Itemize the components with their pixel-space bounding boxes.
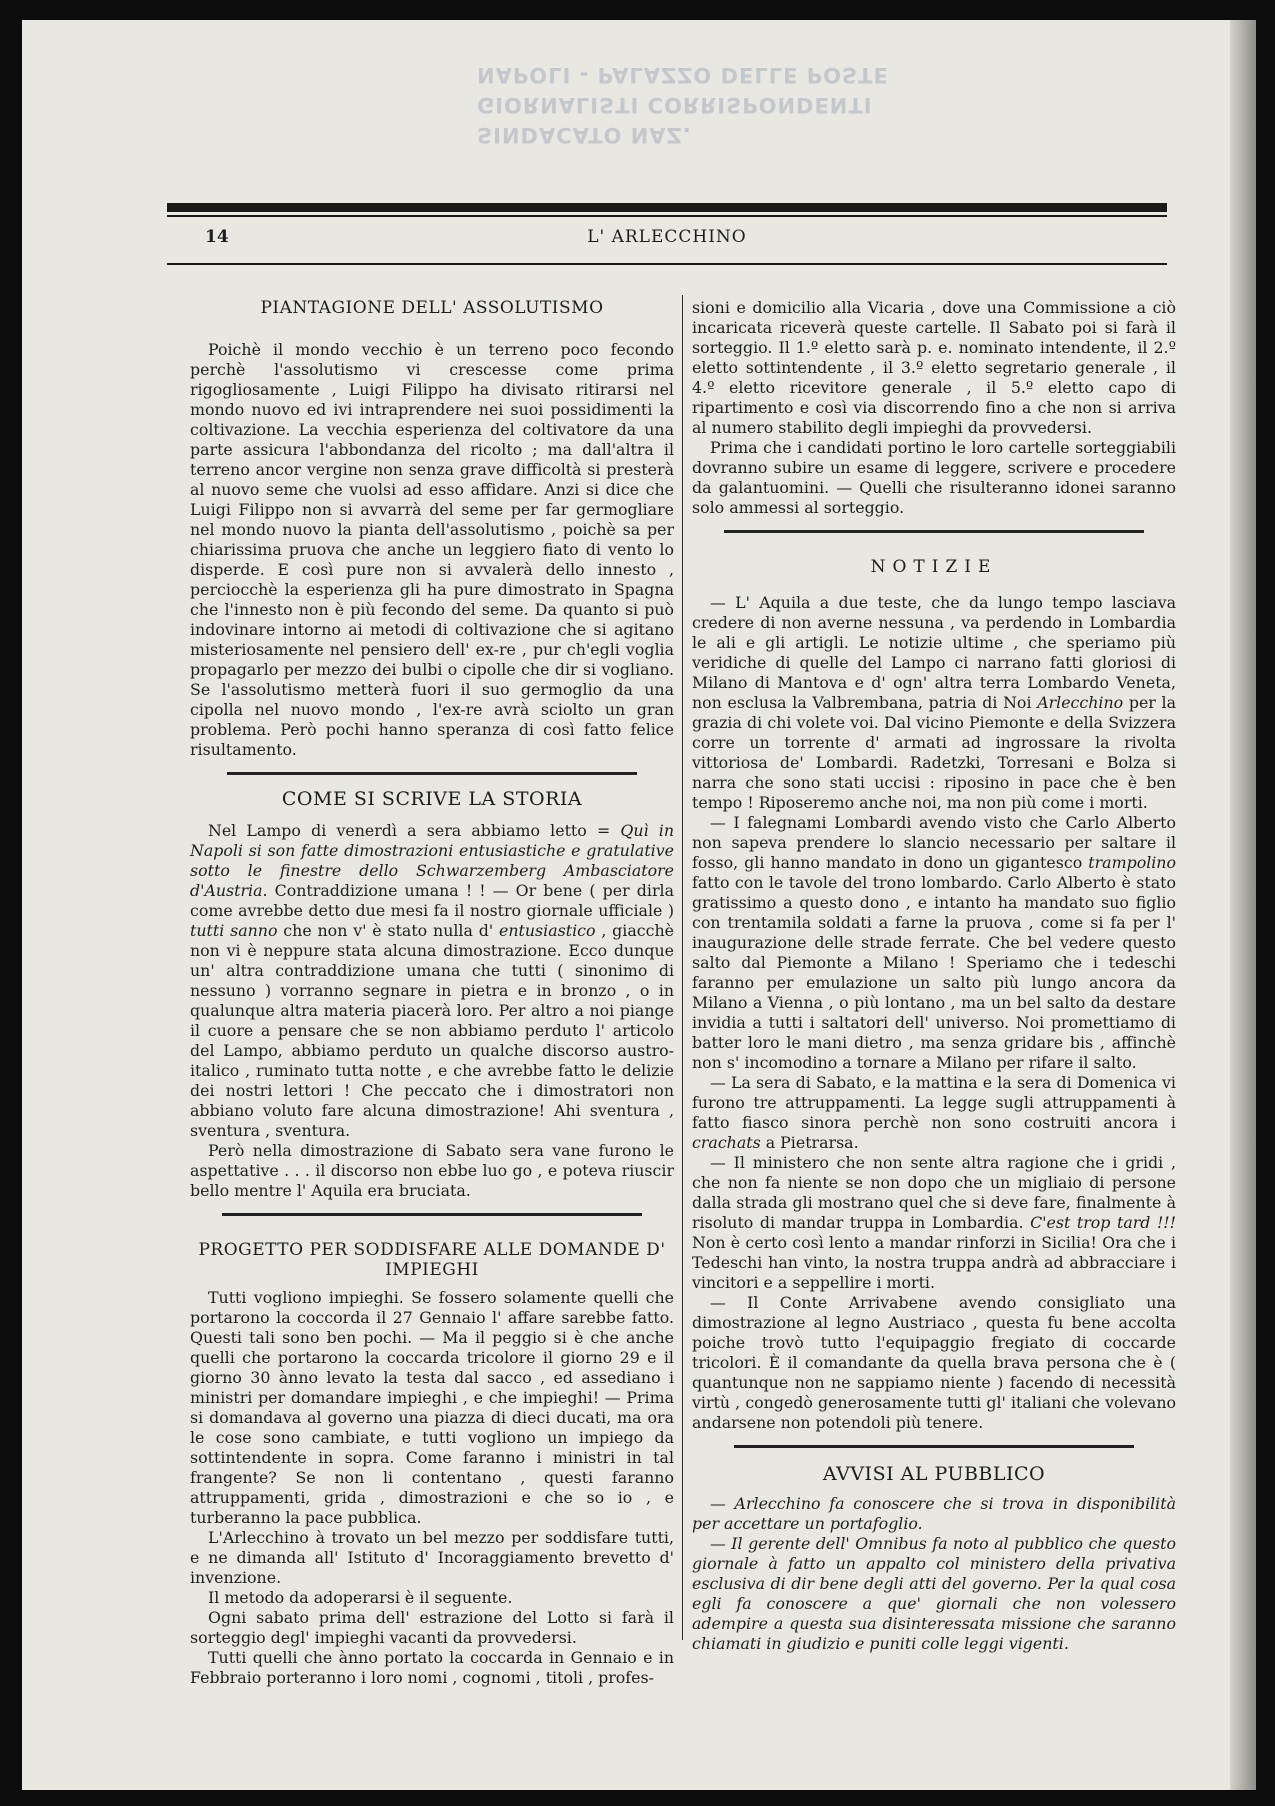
article-paragraph: L'Arlecchino à trovato un bel mezzo per soddisfare tutti, e ne dimanda all' Istituto d' Incoraggiamento brevetto d' invenzione. xyxy=(190,1528,674,1587)
article-title: PIANTAGIONE DELL' ASSOLUTISMO xyxy=(260,298,604,318)
stamp-line: SINDACATO NAZ. xyxy=(477,123,692,147)
archive-stamp xyxy=(477,30,897,150)
header-bottom-rule xyxy=(167,263,1167,265)
article-paragraph: Prima che i candidati portino le loro cartelle sorteggiabili dovranno subire un esame di leggere, scrivere e procedere da galantuomini. — Quelli che risulteranno idonei saranno solo ammessi al sorteggio. xyxy=(692,438,1176,517)
section-title: AVVISI AL PUBBLICO xyxy=(822,1463,1046,1485)
section-separator xyxy=(734,1445,1134,1448)
section-title: NOTIZIE xyxy=(870,557,998,577)
article-title: PROGETTO PER SODDISFARE ALLE DOMANDE D' IMPIEGHI xyxy=(198,1240,666,1280)
article-paragraph: Tutti vogliono impieghi. Se fossero solamente quelli che portarono la coccorda il 27 Gennaio l' affare sarebbe fatto. Questi tali sono ben pochi. — Ma il peggio si è che anche quelli che portarono la coccarda tricolore il giorno 29 e il giorno 30 ànno levato la testa dal sacco , ed assediano i ministri per domandare impieghi , e che impieghi! — Prima si domandava al governo una piazza di dieci ducati, ma ora le cose sono cambiate, e tutti vogliono un impiego da sottintendente in sopra. Come faranno i ministri in tal frangente? Se non li contentano , questi faranno attruppamenti, grida , dimostrazioni e che so io , e turberanno la pace pubblica. xyxy=(190,1288,674,1527)
newspaper-title: L' ARLECCHINO xyxy=(587,227,747,247)
page-edge-shadow xyxy=(1230,20,1256,1790)
news-item: — Il Conte Arrivabene avendo consigliato una dimostrazione al legno Austriaco , questa fu bene accolta poiche trovò tutto l'equipaggio fregiato di coccarde tricolori. È il comandante da quella brava persona che è ( quantunque non ne sappiamo niente ) facendo di necessità virtù , congedò generosamente tutti gl' italiani che volevano andarsene non potendoli più tenere. xyxy=(692,1293,1176,1432)
section-separator xyxy=(222,1213,642,1216)
column-divider xyxy=(682,295,683,1640)
left-column xyxy=(190,298,674,1688)
stamp-line: GIORNALISTI CORRISPONDENTI xyxy=(477,93,873,117)
article-paragraph: Il metodo da adoperarsi è il seguente. xyxy=(208,1588,513,1607)
page-number: 14 xyxy=(205,227,229,247)
article-paragraph: Ogni sabato prima dell' estrazione del Lotto si farà il sorteggio degl' impieghi vacanti da provvedersi. xyxy=(190,1608,674,1647)
article-title: COME SI SCRIVE LA STORIA xyxy=(281,788,583,810)
article-paragraph: Tutti quelli che ànno portato la coccarda in Gennaio e in Febbraio porteranno i loro nomi , cognomi , titoli , profes- xyxy=(190,1648,674,1687)
article-paragraph: Però nella dimostrazione di Sabato sera vane furono le aspettative . . . il discorso non ebbe luo go , e poteva riuscir bello mentre l' Aquila era bruciata. xyxy=(190,1141,674,1200)
masthead-top-rule xyxy=(167,203,1167,212)
article-paragraph: Poichè il mondo vecchio è un terreno poco fecondo perchè l'assolutismo vi crescesse come prima rigogliosamente , Luigi Filippo ha divisato ritirarsi nel mondo nuovo ed ivi intraprendere nei suoi possidimenti la coltivazione. La vecchia esperienza del coltivatore da una parte assicura l'abbondanza del ricolto ; ma dall'altra il terreno ancor vergine non senza grave difficoltà si presterà al nuovo seme che vuolsi ad esso affidare. Anzi si dice che Luigi Filippo non si avvarrà del seme per far germogliare nel mondo nuovo la pianta dell'assolutismo , poichè sa per chiarissima pruova che anche un leggiero fiato di vento lo disperde. E così pure non si avvalerà dello innesto , perciocchè la esperienza gli ha pure dimostrato in Spagna che l'innesto non è più fecondo del seme. Da quanto si può indovinare intorno ai metodi di coltivazione che si agitano misteriosamente nel pensiero dell' ex-re , pur ch'egli voglia propagarlo per mezzo dei bulbi o cipolle che dir si vogliano. Se l'assolutismo metterà fuori il suo germoglio da una cipolla nel nuovo mondo , l'ex-re avrà sciolto un gran problema. Però pochi hanno speranza di così fatto felice risultamento. xyxy=(190,340,674,759)
notice-item: — Arlecchino fa conoscere che si trova in disponibilità per accettare un portafoglio. xyxy=(692,1494,1176,1533)
stamp-line: NAPOLI - PALAZZO DELLE POSTE xyxy=(477,63,889,87)
right-column xyxy=(692,298,1176,1654)
section-separator xyxy=(227,772,637,775)
newspaper-page xyxy=(22,20,1256,1790)
news-item: — L' Aquila a due teste, che da lungo tempo lasciava credere di non averne nessuna , va perdendo in Lombardia le ali e gli artigli. Le notizie ultime , che speriamo più veridiche di quelle del Lampo ci narrano fatti gloriosi di Milano di Mantova e d' ogn' altra terra Lombardo Veneta, non esclusa la Valbrembana, patria di Noi Arlecchino per la grazia di chi volete voi. Dal vicino Piemonte e della Svizzera corre un torrente d' armati ad ingrossare la rivolta vittoriosa de' Lombardi. Radetzki, Torresani e Bolza si narra che sono stati uccisi : riposino in pace che è ben tempo ! Riposeremo anche noi, ma non più come i morti. xyxy=(692,593,1177,812)
article-paragraph: sioni e domicilio alla Vicaria , dove una Commissione a ciò incaricata riceverà queste cartelle. Il Sabato poi si farà il sorteggio. Il 1.º eletto sarà p. e. nominato intendente, il 2.º eletto sottintendente , il 3.º eletto segretario generale , il 4.º eletto ricevitore generale , il 5.º eletto capo di ripartimento e così via discorrendo fino a che non si arriva al numero stabilito degli impieghi da provvedersi. xyxy=(692,298,1176,437)
news-item: — Il ministero che non sente altra ragione che i gridi , che non fa niente se non dopo che un migliaio di persone dalla strada gli mostrano quel che si deve fare, finalmente à risoluto di mandar truppa in Lombardia. C'est trop tard !!! Non è certo così lento a mandar rinforzi in Sicilia! Ora che i Tedeschi han vinto, la nostra truppa andrà ad abbracciare i vincitori e a seppellire i morti. xyxy=(692,1153,1177,1292)
notice-item: — Il gerente dell' Omnibus fa noto al pubblico che questo giornale à fatto un appalto col ministero della privativa esclusiva di dir bene degli atti del governo. Per la qual cosa egli fa conoscere a que' giornali che non volessero adempire a questa sua disinteressata missione che saranno chiamati in giudizio e puniti colle leggi vigenti. xyxy=(692,1534,1176,1653)
section-separator xyxy=(724,530,1144,533)
masthead-thin-rule xyxy=(167,215,1167,217)
news-item: — I falegnami Lombardi avendo visto che Carlo Alberto non sapeva prendere lo slancio necessario per saltare il fosso, gli hanno mandato in dono un gigantesco trampolino fatto con le tavole del trono lombardo. Carlo Alberto è stato gratissimo a questo dono , e intanto ha mandato suo figlio con trentamila soldati a farne la pruova , come si fa per l' inaugurazione delle strade ferrate. Che bel vedere questo salto dal Piemonte a Milano ! Speriamo che i tedeschi faranno per emulazione un salto più lungo ancora da Milano a Vienna , o più lontano , ma un bel salto da destare invidia a tutti i saltatori dell' universo. Noi promettiamo di batter loro le mani dietro , ma senza gridare bis , affinchè non s' incomodino a tornare a Milano per rifare il salto. xyxy=(692,813,1176,1072)
masthead xyxy=(167,223,1167,253)
article-paragraph: Nel Lampo di venerdì a sera abbiamo letto = Quì in Napoli si son fatte dimostrazioni entusiastiche e gratulative sotto le finestre dello Schwarzemberg Ambasciatore d'Austria. Contraddizione umana ! ! — Or bene ( per dirla come avrebbe detto due mesi fa il nostro giornale ufficiale ) tutti sanno che non v' è stato nulla d' entusiastico , giacchè non vi è neppure stata alcuna dimostrazione. Ecco dunque un' altra contraddizione umana che tutti ( sinonimo di nessuno ) vorranno segnare in pietra e in bronzo , o in qualunque altra materia piacerà loro. Per altro a noi piange il cuore a pensare che se non abbiamo perduto l' articolo del Lampo, abbiamo perduto un qualche discorso austro-italico , ruminato tutta notte , e che avrebbe fatto le delizie dei nostri lettori ! Che peccato che i dimostratori non abbiano voluto fare alcuna dimostrazione! Ahi sventura , sventura , sventura. xyxy=(190,821,674,1140)
news-item: — La sera di Sabato, e la mattina e la sera di Domenica vi furono tre attruppamenti. La legge sugli attruppamenti à fatto fiasco sinora perchè non sono costruiti ancora i crachats a Pietrarsa. xyxy=(692,1073,1176,1152)
